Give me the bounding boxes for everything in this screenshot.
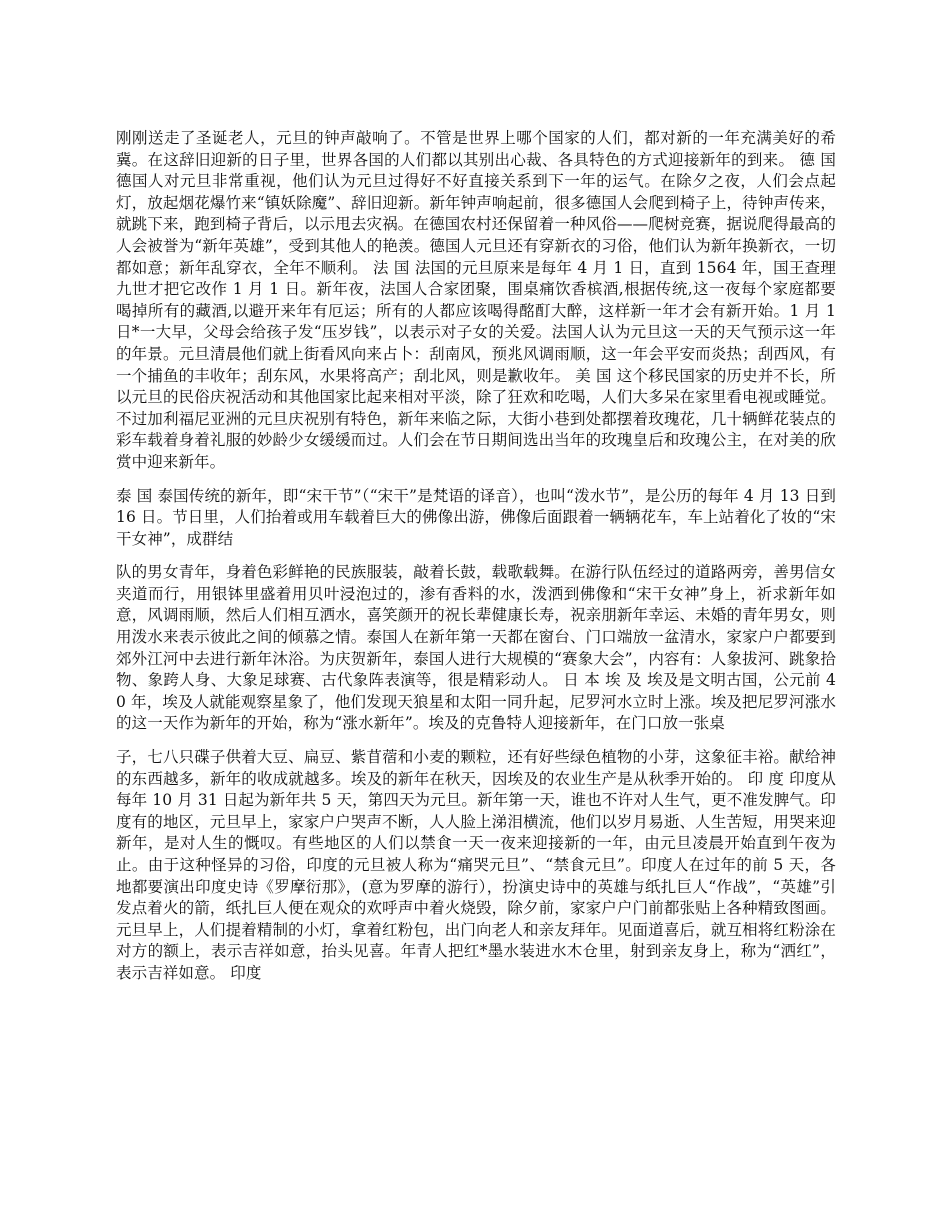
paragraph-egypt-india: 子，七八只碟子供着大豆、扁豆、紫苜蓿和小麦的颗粒，还有好些绿色植物的小芽，这象征丰裕。献给神的东西越多，新年的收成就越多。埃及的新年在秋天，因埃及的农业生产是从秋季开始的。 印 度 印度从每年 10 月 31 日起为新年共 5 天，第四天为元旦。新年第一天，谁也不许对人生气，更不准发脾气。印度有的地区，元旦早上，家家户户哭声不断，人人脸上涕泪横流，他们以岁月易逝、人生苦短，用哭来迎新年，是对人生的慨叹。有些地区的人们以禁食一天一夜来迎接新的一年，由元旦凌晨开始直到午夜为止。由于这种怪异的习俗，印度的元旦被人称为“痛哭元旦”、“禁食元旦”。印度人在过年的前 5 天，各地都要演出印度史诗《罗摩衍那》，(意为罗摩的游行），扮演史诗中的英雄与纸扎巨人“作战”，“英雄”引发点着火的箭，纸扎巨人便在观众的欢呼声中着火烧毁，除夕前，家家户户门前都张贴上各种精致图画。元旦早上，人们提着精制的小灯，拿着红粉包，出门向老人和亲友拜年。见面道喜后，就互相将红粉涂在对方的额上，表示吉祥如意，抬头见喜。年青人把红*墨水装进水木仓里，射到亲友身上，称为“洒红”，表示吉祥如意。 印度 <box>116 748 836 982</box>
document-body <box>116 128 836 985</box>
paragraph-new-year-germany-france-usa: 刚刚送走了圣诞老人，元旦的钟声敲响了。不管是世界上哪个国家的人们，都对新的一年充满美好的希冀。在这辞旧迎新的日子里，世界各国的人们都以其别出心裁、各具特色的方式迎接新年的到来。 德 国 德国人对元旦非常重视，他们认为元旦过得好不好直接关系到下一年的运气。在除夕之夜，人们会点起灯，放起烟花爆竹来“镇妖除魔”、辞旧迎新。新年钟声响起前，很多德国人会爬到椅子上，待钟声传来，就跳下来，跑到椅子背后，以示甩去灾祸。在德国农村还保留着一种风俗——爬树竞赛，据说爬得最高的人会被誉为“新年英雄”，受到其他人的艳羡。德国人元旦还有穿新衣的习俗，他们认为新年换新衣，一切都如意；新年乱穿衣，全年不顺利。 法 国 法国的元旦原来是每年 4 月 1 日，直到 1564 年，国王查理九世才把它改作 1 月 1 日。新年夜，法国人合家团聚，围桌痛饮香槟酒,根据传统,这一夜每个家庭都要喝掉所有的藏酒,以避开来年有厄运；所有的人都应该喝得酩酊大醉，这样新一年才会有新开始。1 月 1 日*一大早，父母会给孩子发“压岁钱”，以表示对子女的关爱。法国人认为元旦这一天的天气预示这一年的年景。元旦清晨他们就上街看风向来占卜：刮南风，预兆风调雨顺，这一年会平安而炎热；刮西风，有一个捕鱼的丰收年；刮东风，水果将高产；刮北风，则是歉收年。 美 国 这个移民国家的历史并不长，所以元旦的民俗庆祝活动和其他国家比起来相对平淡，除了狂欢和吃喝，人们大多呆在家里看电视或睡觉。不过加利福尼亚洲的元旦庆祝别有特色，新年来临之际，大街小巷到处都摆着玫瑰花，几十辆鲜花装点的彩车载着身着礼服的妙龄少女缓缓而过。人们会在节日期间选出当年的玫瑰皇后和玫瑰公主，在对美的欣赏中迎来新年。 <box>116 129 836 471</box>
paragraph-thailand-egypt: 队的男女青年，身着色彩鲜艳的民族服装，敲着长鼓，载歌载舞。在游行队伍经过的道路两旁，善男信女夹道而行，用银钵里盛着用贝叶浸泡过的，渗有香料的水，泼洒到佛像和“宋干女神”身上，祈求新年如意，风调雨顺，然后人们相互洒水，喜笑颜开的祝长辈健康长寿，祝亲朋新年幸运、未婚的青年男女，则用泼水来表示彼此之间的倾慕之情。泰国人在新年第一天都在窗台、门口端放一盆清水，家家户户都要到郊外江河中去进行新年沐浴。为庆贺新年，泰国人进行大规模的“赛象大会”，内容有：人象拔河、跳象拾物、象跨人身、大象足球赛、古代象阵表演等，很是精彩动人。 日 本 埃 及 埃及是文明古国，公元前 40 年，埃及人就能观察星象了，他们发现天狼星和太阳一同升起，尼罗河水立时上涨。埃及把尼罗河涨水的这一天作为新年的开始，称为“涨水新年”。埃及的克鲁特人迎接新年，在门口放一张桌 <box>116 563 836 733</box>
paragraph-thailand-intro: 泰 国 泰国传统的新年，即“宋干节”（“宋干”是梵语的译音），也叫“泼水节”，是公历的每年 4 月 13 日到 16 日。节日里，人们抬着或用车载着巨大的佛像出游，佛像后面跟着一辆辆花车，车上站着化了妆的“宋干女神”，成群结 <box>116 486 836 548</box>
